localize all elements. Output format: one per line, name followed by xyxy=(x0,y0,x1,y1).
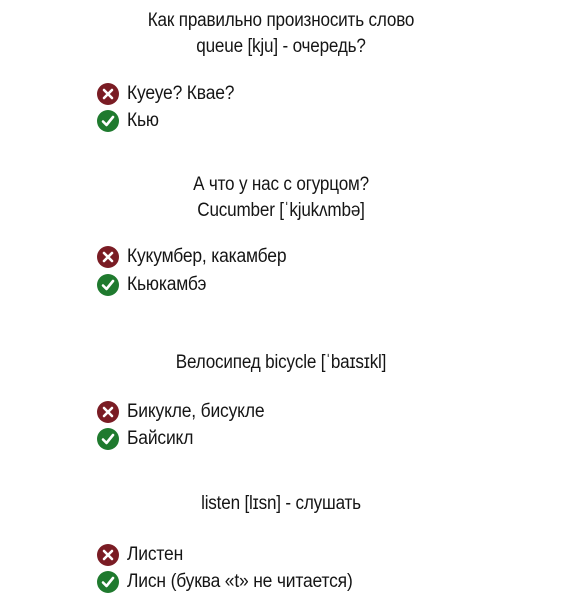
right-answer-text: Кьюкамбэ xyxy=(127,274,207,295)
wrong-answer-text: Бикукле, бисукле xyxy=(127,401,265,422)
heading-line: queue [kju] - очередь? xyxy=(196,36,366,57)
heading-line: Велосипед bicycle [ˈbaɪsɪkl] xyxy=(175,352,387,373)
wrong-answer-row xyxy=(97,400,276,424)
heading-line: А что у нас с огурцом? xyxy=(193,174,369,195)
right-answer-row xyxy=(97,109,162,133)
right-answer-text: Лисн (буква «t» не читается) xyxy=(127,571,353,592)
section-2-heading xyxy=(28,172,534,224)
cross-circle-icon xyxy=(97,401,119,423)
wrong-answer-text: Куеуе? Квае? xyxy=(127,83,235,104)
right-answer-text: Байсикл xyxy=(127,428,194,449)
right-answer-text: Кью xyxy=(127,110,159,131)
wrong-answer-text: Листен xyxy=(127,544,184,565)
right-answer-row xyxy=(97,273,213,297)
right-answer-row xyxy=(97,427,199,451)
wrong-answer-row xyxy=(97,245,300,269)
cross-circle-icon xyxy=(97,83,119,105)
right-answer-row xyxy=(97,570,372,594)
wrong-answer-row xyxy=(97,82,244,106)
wrong-answer-text: Кукумбер, какамбер xyxy=(127,246,287,267)
check-circle-icon xyxy=(97,571,119,593)
section-1-heading xyxy=(28,8,534,60)
heading-line: listen [lɪsn] - слушать xyxy=(201,493,361,514)
heading-line: Как правильно произносить слово xyxy=(147,10,415,31)
heading-line: Cucumber [ˈkjukʌmbə] xyxy=(197,200,365,221)
check-circle-icon xyxy=(97,274,119,296)
cross-circle-icon xyxy=(97,544,119,566)
check-circle-icon xyxy=(97,428,119,450)
wrong-answer-row xyxy=(97,543,188,567)
section-4-heading xyxy=(28,491,534,517)
check-circle-icon xyxy=(97,110,119,132)
section-3-heading xyxy=(28,350,534,376)
cross-circle-icon xyxy=(97,246,119,268)
